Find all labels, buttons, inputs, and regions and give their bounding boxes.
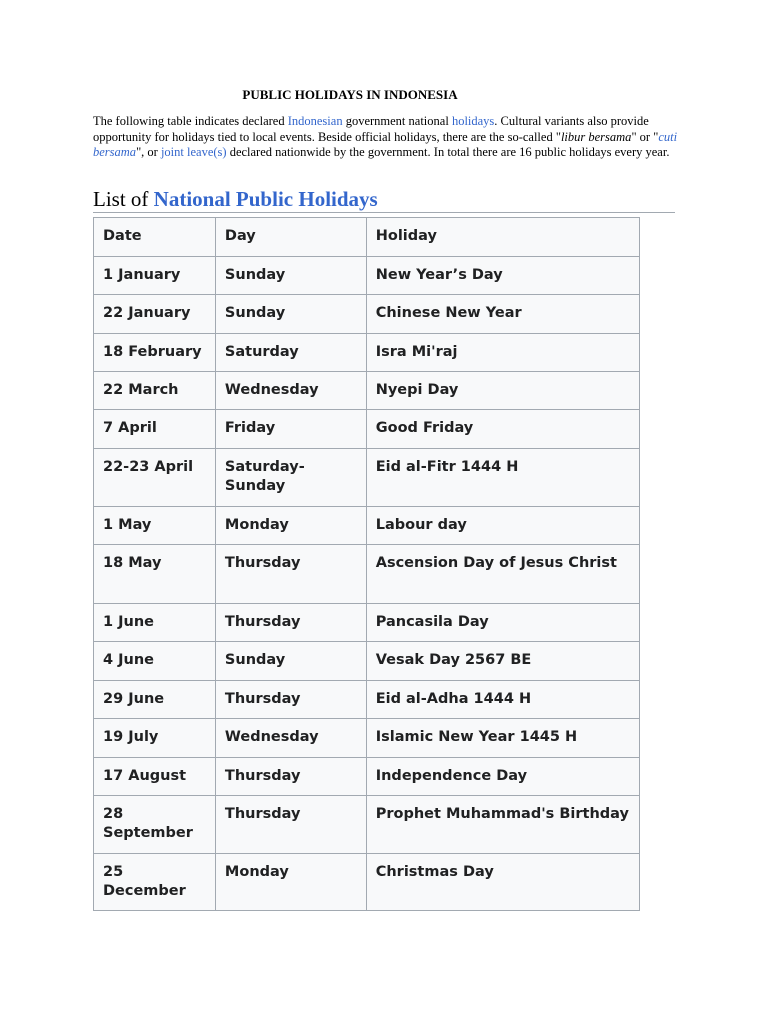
section-heading [93,186,675,213]
holiday-cell: Good Friday [366,410,639,449]
table-row [94,642,640,681]
date-cell: 17 August [94,758,216,796]
table-row [94,257,640,295]
intro-text: . Cultural variants also provide opportunity for holidays tied to local events. Beside official holidays, there are the so-called " [93,114,649,144]
table-row [94,604,640,642]
day-cell: Friday [215,410,366,449]
table-row [94,507,640,545]
intro-text: government national [342,114,452,128]
holiday-cell: Pancasila Day [366,604,639,642]
date-cell: 19 July [94,719,216,758]
intro-text: " or " [631,129,659,144]
date-cell: 4 June [94,642,216,681]
holiday-cell: Independence Day [366,758,639,796]
table-row [94,545,640,604]
table-row [94,449,640,507]
holiday-cell: Islamic New Year 1445 H [366,719,639,758]
day-cell: Sunday [215,642,366,681]
date-cell: 1 June [94,604,216,642]
table-row [94,681,640,719]
day-cell: Sunday [215,295,366,334]
holiday-cell: Vesak Day 2567 BE [366,642,639,681]
date-cell: 22 March [94,372,216,410]
holiday-cell: Chinese New Year [366,295,639,334]
date-cell: 7 April [94,410,216,449]
intro-text: ", or [136,145,161,159]
holidays-table-body [94,218,640,911]
intro-paragraph [93,114,683,161]
day-cell: Monday [215,507,366,545]
holidays-table [93,217,640,911]
libur-bersama-term: libur bersama [560,129,632,144]
day-cell: Thursday [215,758,366,796]
holiday-cell: Isra Mi'raj [366,334,639,372]
day-cell: Wednesday [215,719,366,758]
day-cell: Thursday [215,545,366,604]
joint-leave-link[interactable]: joint leave(s) [160,145,227,159]
day-cell: Saturday [215,334,366,372]
holiday-cell: Ascension Day of Jesus Christ [366,545,639,604]
date-cell: 22-23 April [94,449,216,507]
holiday-cell: Eid al-Fitr 1444 H [366,449,639,507]
day-cell: Saturday- Sunday [215,449,366,507]
table-row [94,372,640,410]
day-cell: Thursday [215,796,366,854]
table-row [94,796,640,854]
table-row [94,854,640,911]
date-cell: 25 December [94,854,216,911]
table-row [94,334,640,372]
holiday-cell: New Year’s Day [366,257,639,295]
date-cell: 1 May [94,507,216,545]
table-row [94,295,640,334]
page-title: PUBLIC HOLIDAYS IN INDONESIA [242,87,458,102]
date-cell: 18 February [94,334,216,372]
day-cell: Thursday [215,681,366,719]
date-cell: 1 January [94,257,216,295]
date-cell: 18 May [94,545,216,604]
cuti-bersama-link[interactable]: cuti bersama [93,129,678,159]
header-day: Day [215,218,366,257]
date-cell: 29 June [94,681,216,719]
table-row [94,410,640,449]
heading-prefix: List of [93,187,154,211]
holiday-cell: Labour day [366,507,639,545]
header-date: Date [94,218,216,257]
header-holiday: Holiday [366,218,639,257]
day-cell: Sunday [215,257,366,295]
indonesian-link[interactable]: Indonesian [287,114,343,128]
holiday-cell: Eid al-Adha 1444 H [366,681,639,719]
date-cell: 28 September [94,796,216,854]
intro-text: The following table indicates declared [93,114,288,128]
national-holidays-link[interactable]: National Public Holidays [153,187,378,211]
day-cell: Monday [215,854,366,911]
day-cell: Wednesday [215,372,366,410]
table-header-row [94,218,640,257]
intro-text: declared nationwide by the government. In total there are 16 public holidays every year. [226,145,670,159]
holiday-cell: Christmas Day [366,854,639,911]
table-row [94,758,640,796]
date-cell: 22 January [94,295,216,334]
holiday-cell: Prophet Muhammad's Birthday [366,796,639,854]
table-row [94,719,640,758]
day-cell: Thursday [215,604,366,642]
holidays-link[interactable]: holidays [451,114,495,128]
holiday-cell: Nyepi Day [366,372,639,410]
